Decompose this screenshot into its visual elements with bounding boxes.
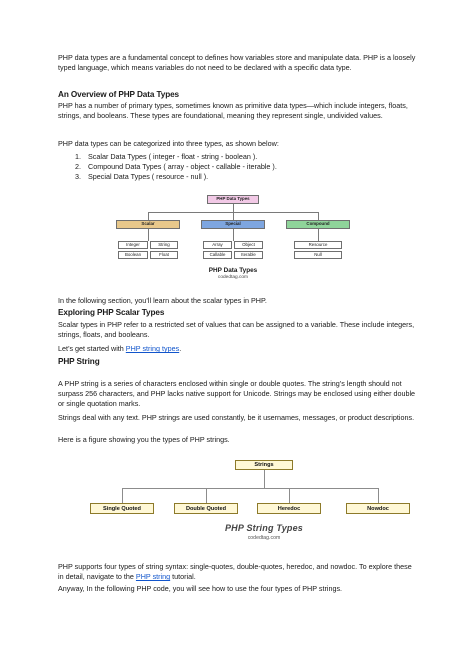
- scalar-types-paragraph: Scalar types in PHP refer to a restricted set of values that can be assigned to a variable. These include integers, strings, floats, and booleans.: [58, 320, 415, 340]
- special-item-iterable: Iterable: [234, 251, 263, 259]
- list-item: 2. Compound Data Types ( array - object - callable - iterable ).: [75, 162, 277, 172]
- connector: [264, 470, 265, 488]
- special-item-object: Object: [234, 241, 263, 249]
- heredoc-node: Heredoc: [257, 503, 321, 514]
- connector: [122, 488, 123, 503]
- lets-start-line: Let’s get started with PHP string types.: [58, 344, 182, 353]
- php-string-link[interactable]: PHP string: [135, 572, 171, 582]
- connector: [318, 229, 319, 241]
- php-string-paragraph-2: Strings deal with any text. PHP strings are used constantly, be it usernames, messages, or product descriptions.: [58, 413, 415, 422]
- connector: [148, 229, 149, 241]
- figure-caption: PHP String Types: [224, 523, 304, 533]
- section2-lead: In the following section, you’ll learn about the scalar types in PHP.: [58, 296, 267, 305]
- connector: [233, 204, 234, 212]
- intro-paragraph: PHP data types are a fundamental concept to defines how variables store and manipulate data. PHP is a loosely typed language, which means variables do not need to be declared with a specific data type.: [58, 53, 416, 73]
- php-string-paragraph-3: Here is a figure showing you the types of PHP strings.: [58, 435, 230, 444]
- scalar-item-integer: Integer: [118, 241, 148, 249]
- php-string-types-link[interactable]: PHP string types: [125, 344, 180, 353]
- overview-heading: An Overview of PHP Data Types: [58, 90, 180, 99]
- double-quoted-node: Double Quoted: [174, 503, 238, 514]
- root-node: PHP Data Types: [207, 195, 259, 204]
- single-quoted-node: Single Quoted: [90, 503, 154, 514]
- scalar-item-string: String: [150, 241, 178, 249]
- nowdoc-node: Nowdoc: [346, 503, 410, 514]
- connector: [378, 488, 379, 503]
- figure-site: codedtag.com: [247, 535, 281, 541]
- strings-root-node: Strings: [235, 460, 293, 470]
- scalar-item-float: Float: [150, 251, 178, 259]
- scalar-node: Scalar: [116, 220, 180, 229]
- php-data-types-diagram: [108, 192, 344, 286]
- php-string-heading: PHP String: [58, 357, 100, 366]
- data-type-categories-list: [75, 152, 277, 183]
- special-item-callable: Callable: [203, 251, 232, 259]
- overview-paragraph-2: PHP data types can be categorized into three types, as shown below:: [58, 139, 279, 148]
- connector: [206, 488, 207, 503]
- scalar-types-heading: Exploring PHP Scalar Types: [58, 308, 165, 317]
- closing-paragraph-1: PHP supports four types of string syntax: single-quotes, double-quotes, heredoc, and nowdoc. To explore these in detail, navigate to the PHP string tutorial.: [58, 562, 412, 582]
- compound-node: Compound: [286, 220, 350, 229]
- figure-site: codedtag.com: [217, 275, 249, 280]
- compound-item-resource: Resource: [294, 241, 342, 249]
- connector: [122, 488, 378, 489]
- php-string-types-diagram: [86, 455, 418, 557]
- closing-paragraph-2: Anyway, In the following PHP code, you will see how to use the four types of PHP strings.: [58, 584, 343, 593]
- php-string-paragraph-1: A PHP string is a series of characters enclosed within single or double quotes. The string’s length should not surpass 256 characters, and PHP lacks native support for Unicode. Strings may be enclosed using either double or single quotation marks.: [58, 379, 416, 409]
- connector: [233, 229, 234, 241]
- list-item: 1. Scalar Data Types ( integer - float - string - boolean ).: [75, 152, 258, 161]
- overview-paragraph-1: PHP has a number of primary types, sometimes known as primitive data types—which include integers, floats, strings, and booleans. These types are foundational, meaning they represent single, undivided values.: [58, 101, 408, 121]
- list-item: 3. Special Data Types ( resource - null ).: [75, 172, 209, 182]
- figure-caption: PHP Data Types: [208, 267, 258, 274]
- connector: [318, 212, 319, 220]
- scalar-item-boolean: Boolean: [118, 251, 148, 259]
- connector: [289, 488, 290, 503]
- connector: [148, 212, 149, 220]
- connector: [233, 212, 234, 220]
- special-item-array: Array: [203, 241, 232, 249]
- compound-item-null: Null: [294, 251, 342, 259]
- special-node: Special: [201, 220, 265, 229]
